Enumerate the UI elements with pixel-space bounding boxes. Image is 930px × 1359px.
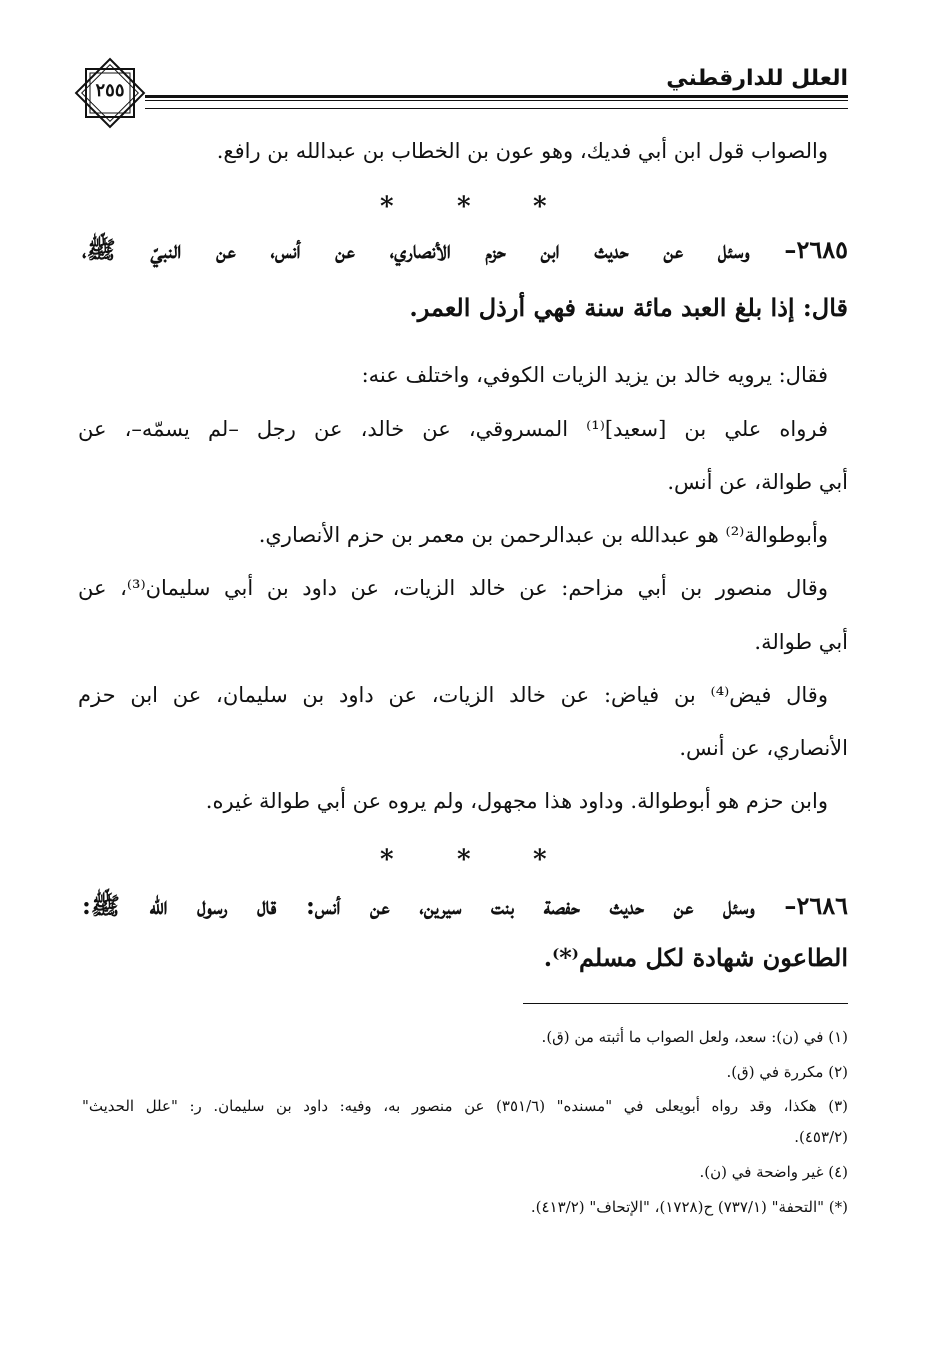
footnote: (١) في (ن): سعد، ولعل الصواب ما أثبته من (ق).	[541, 1028, 848, 1046]
footnote: (٤) غير واضحة في (ن).	[699, 1163, 848, 1181]
footnote: (٢) مكررة في (ق).	[726, 1063, 848, 1081]
hadith-2686-heading-cont: الطاعون شهادة لكل مسلم⁽*⁾.	[543, 943, 848, 972]
body-paragraph: وقال فيض⁽⁴⁾ بن فياض: عن خالد الزيات، عن داود بن سليمان، عن ابن حزم	[78, 683, 828, 707]
hadith-2685-heading-cont: قال: إذا بلغ العبد مائة سنة فهي أرذل العمر.	[409, 293, 848, 322]
page-number-badge	[70, 53, 150, 133]
hadith-2685-heading: ٢٦٨٥– وسئل عن حديث ابن حزم الأنصاري، عن أنس، عن النبيّ ﷺ،	[82, 235, 848, 264]
body-paragraph: وابن حزم هو أبوطوالة. وداود هذا مجهول، ولم يروه عن أبي طوالة غيره.	[205, 789, 828, 813]
document-page: العلل للدارقطني ٢٥٥ والصواب قول ابن أبي فديك، وهو عون بن الخطاب بن عبدالله بن رافع. * * * ٢٦٨٥– وسئل عن حديث ابن حزم الأنصاري، عن أنس، عن النبيّ ﷺ، قال: إذا بلغ العبد مائة سنة فهي أرذل العمر. فقال: يرويه خالد بن يزيد الزيات الكوفي، واختلف عنه: فرواه علي بن [سعيد]⁽¹⁾ المسروقي، عن خالد، عن رجل –لم يسمّه–، عن أبي طوالة، عن أنس. وأبوطوالة⁽²⁾ هو عبدالله بن عبدالرحمن بن معمر بن حزم الأنصاري. وقال منصور بن أبي مزاحم: عن خالد الزيات، عن داود بن أبي سليمان⁽³⁾، عن أبي طوالة. وقال فيض⁽⁴⁾ بن فياض: عن خالد الزيات، عن داود بن سليمان، عن ابن حزم الأنصاري، عن أنس. وابن حزم هو أبوطوالة. وداود هذا مجهول، ولم يروه عن أبي طوالة غيره. * * * ٢٦٨٦– وسئل عن حديث حفصة بنت سيرين، عن أنس: قال رسول الله ﷺ: الطاعون شهادة لكل مسلم⁽*⁾. (١) في (ن): سعد، ولعل الصواب ما أثبته من (ق). (٢) مكررة في (ق). (٣) هكذا، وقد رواه أبويعلى في "مسنده" (٣٥١/٦) عن منصور به، وفيه: داود بن سليمان. ر: "علل الحديث" (٤٥٣/٢). (٤) غير واضحة في (ن). (*) "التحفة" (٧٣٧/١) ح(١٧٢٨)، "الإتحاف" (٤١٣/٢).	[0, 0, 930, 1359]
running-title: العلل للدارقطني	[666, 66, 848, 91]
page-number: ٢٥٥	[95, 80, 125, 101]
body-paragraph-cont: أبي طوالة.	[754, 630, 848, 654]
footnote-rule	[523, 1003, 848, 1004]
footnote: (٣) هكذا، وقد رواه أبويعلى في "مسنده" (٣٥١/٦) عن منصور به، وفيه: داود بن سليمان. ر: "علل الحديث"	[82, 1097, 849, 1115]
body-paragraph: وأبوطوالة⁽²⁾ هو عبدالله بن عبدالرحمن بن معمر بن حزم الأنصاري.	[258, 523, 828, 547]
body-paragraph: وقال منصور بن أبي مزاحم: عن خالد الزيات، عن داود بن أبي سليمان⁽³⁾، عن	[78, 576, 828, 600]
footnote-cont: (٤٥٣/٢).	[794, 1128, 848, 1146]
body-line: والصواب قول ابن أبي فديك، وهو عون بن الخطاب بن عبدالله بن رافع.	[216, 139, 828, 163]
hadith-2686-heading: ٢٦٨٦– وسئل عن حديث حفصة بنت سيرين، عن أنس: قال رسول الله ﷺ:	[82, 891, 848, 920]
body-paragraph: فرواه علي بن [سعيد]⁽¹⁾ المسروقي، عن خالد، عن رجل –لم يسمّه–، عن	[78, 417, 829, 441]
body-paragraph-cont: أبي طوالة، عن أنس.	[667, 470, 848, 494]
body-paragraph: فقال: يرويه خالد بن يزيد الزيات الكوفي، واختلف عنه:	[361, 363, 828, 387]
header-rule	[145, 95, 848, 109]
body-paragraph-cont: الأنصاري، عن أنس.	[679, 736, 848, 760]
footnote: (*) "التحفة" (٧٣٧/١) ح(١٧٢٨)، "الإتحاف" (٤١٣/٢).	[530, 1198, 848, 1216]
